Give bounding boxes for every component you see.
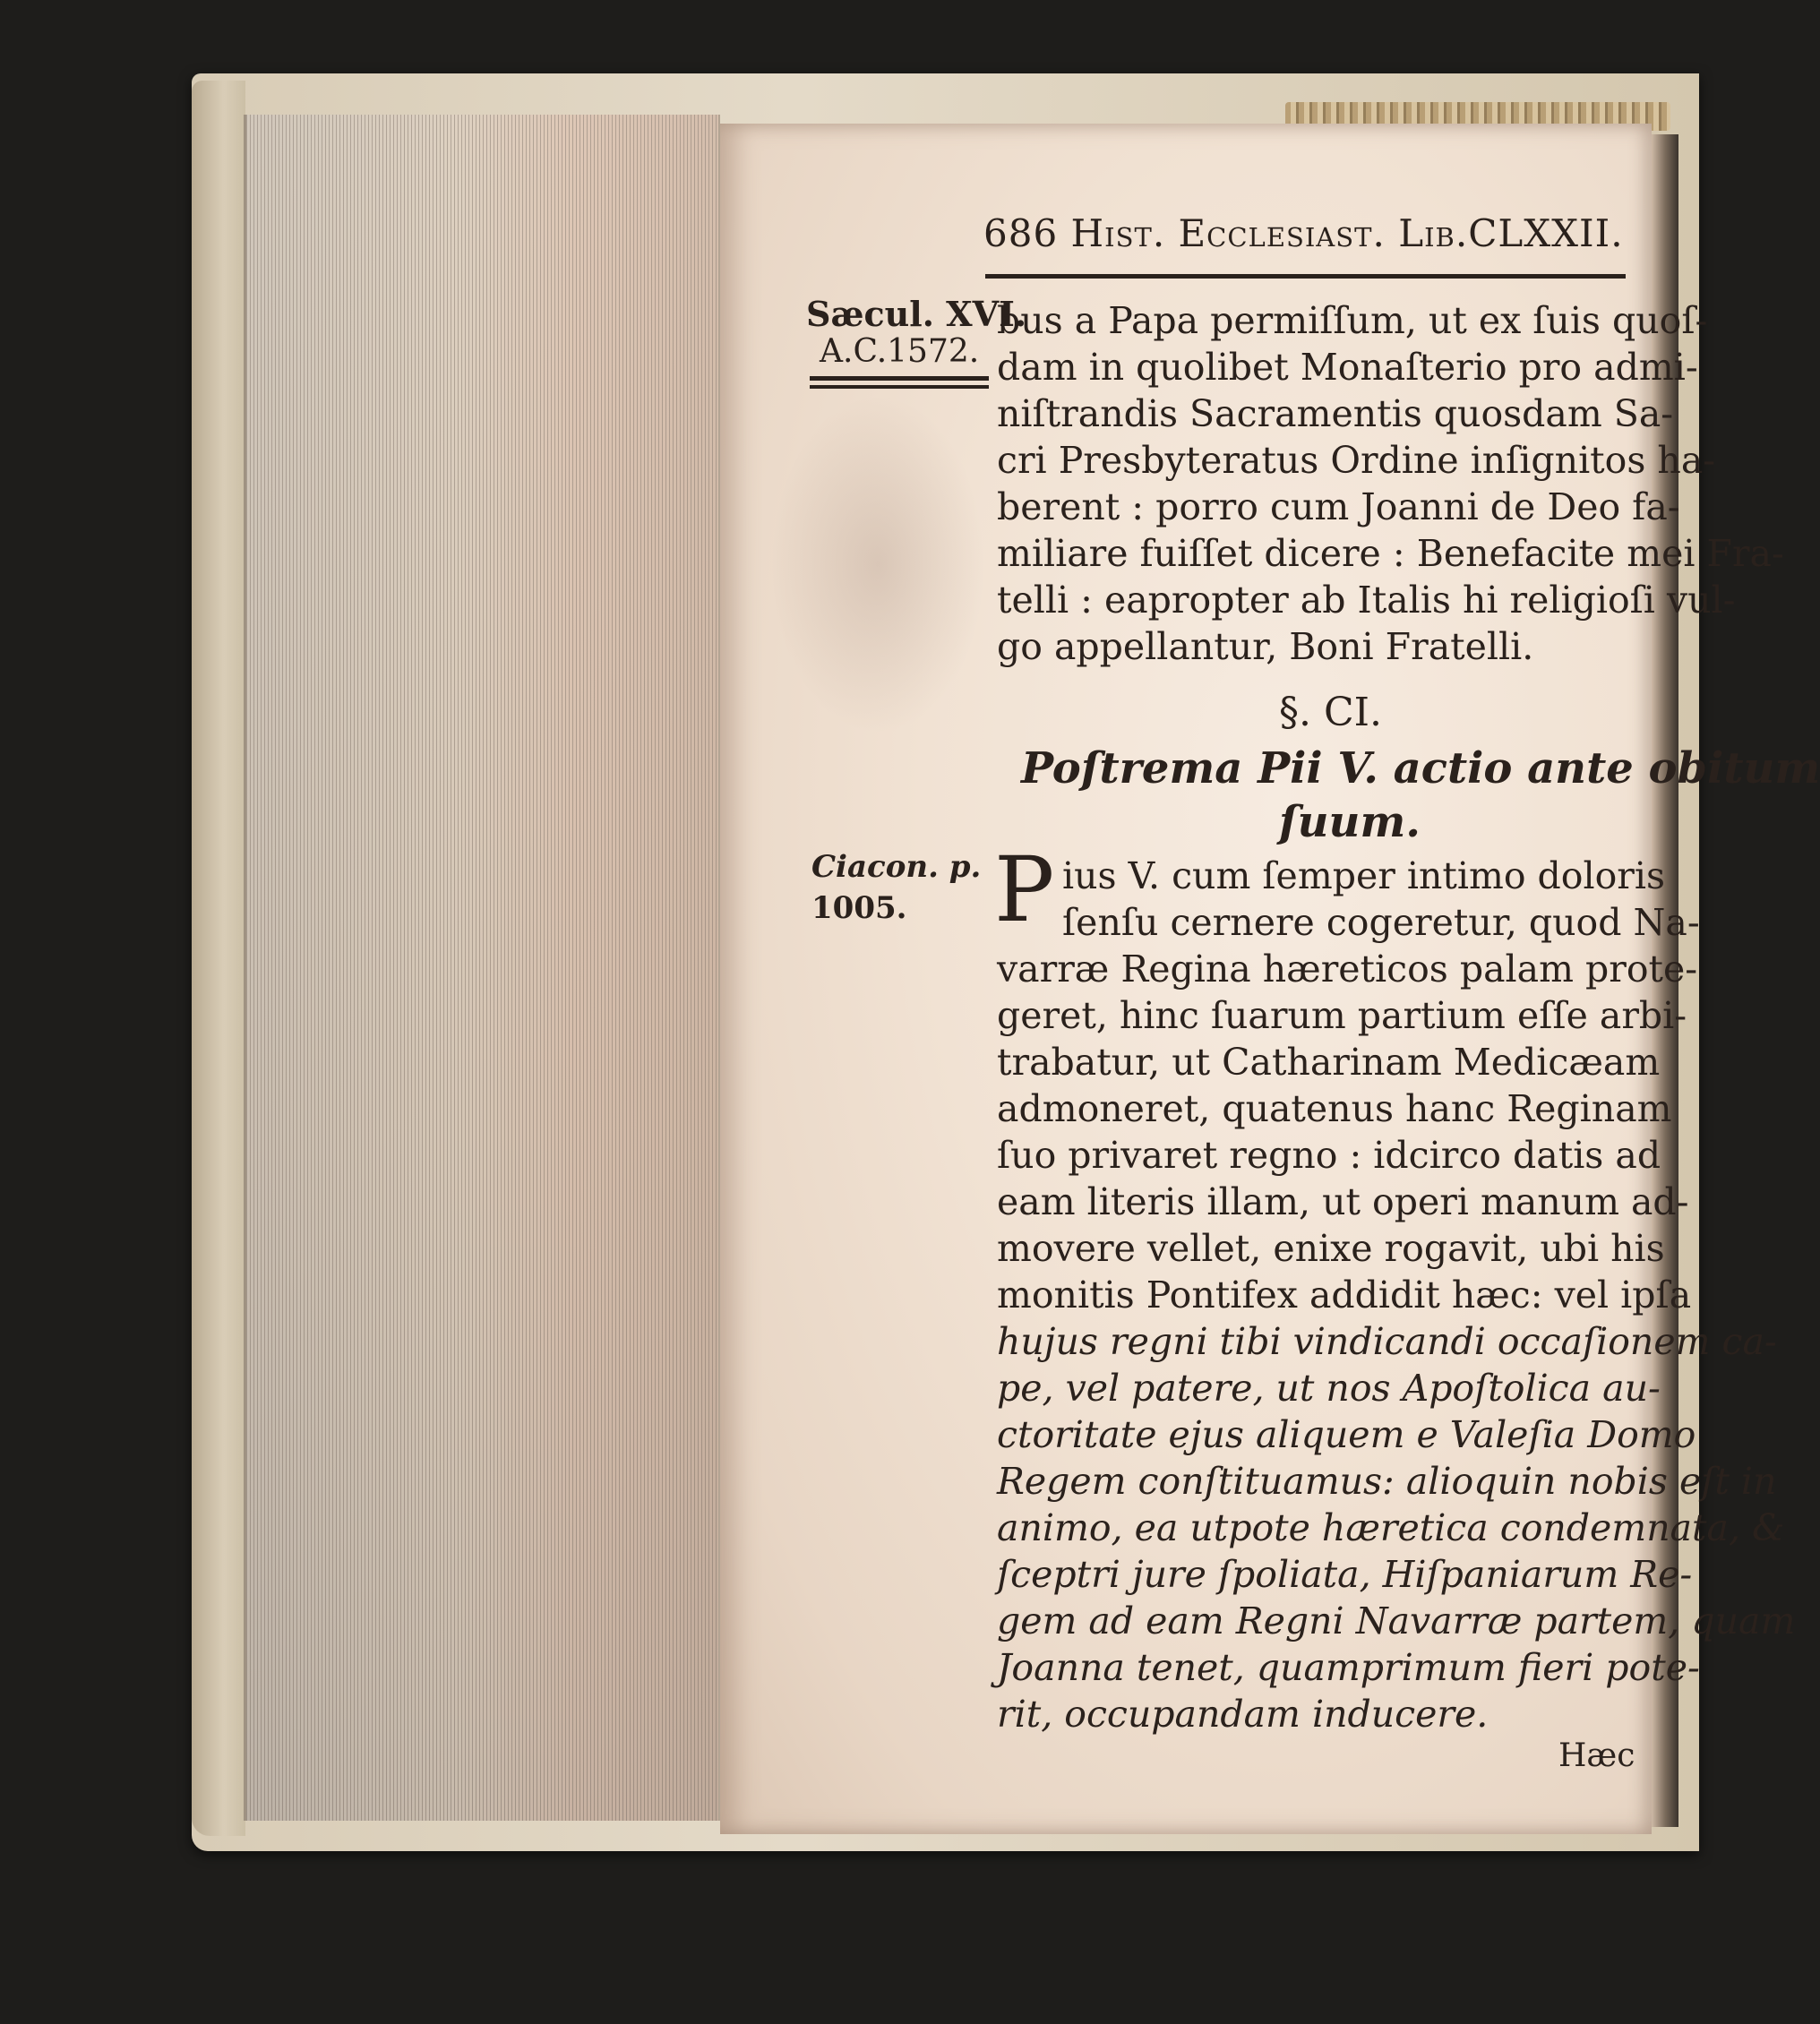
margin-year: A.C.1572.	[820, 333, 980, 370]
page-fore-edge	[244, 115, 720, 1821]
text-line: admoneret, quatenus hanc Reginam	[997, 1087, 1672, 1130]
text-line: varræ Regina hæreticos palam prote-	[997, 948, 1698, 991]
text-line: bus a Papa permiſſum, ut ex ſuis quoſ-	[997, 299, 1708, 342]
text-line: cri Presbyteratus Ordine inſignitos ha-	[997, 439, 1716, 482]
text-line: ſenſu cernere cogeretur, quod Na-	[1062, 901, 1700, 944]
text-line: trabatur, ut Catharinam Medicæam	[997, 1041, 1661, 1084]
italic-text-line: gem ad eam Regni Navarræ partem, quam	[997, 1599, 1796, 1642]
text-line: niſtrandis Sacramentis quosdam Sa-	[997, 392, 1674, 435]
italic-text-line: ctoritate ejus aliquem e Valeſia Domo	[997, 1413, 1696, 1456]
header-rule	[985, 274, 1626, 279]
text-line: eam literis illam, ut operi manum ad-	[997, 1180, 1689, 1223]
italic-text-line: hujus regni tibi vindicandi occaſionem ca-	[997, 1320, 1777, 1363]
italic-text-line: Joanna tenet, quamprimum fieri pote-	[997, 1646, 1700, 1689]
italic-text-line: pe, vel patere, ut nos Apoſtolica au-	[997, 1367, 1661, 1410]
margin-century: Sæcul. XVI.	[806, 294, 1027, 334]
catchword: Hæc	[1558, 1737, 1635, 1774]
book-number: Lib.CLXXII.	[1398, 211, 1624, 255]
section-title-continued: ſuum.	[1279, 797, 1421, 847]
running-head	[983, 211, 1624, 255]
italic-text-line: animo, ea utpote hæretica condemnata, &	[997, 1506, 1785, 1549]
page-number: 686	[983, 211, 1059, 255]
text-line: dam in quolibet Monaſterio pro admi-	[997, 346, 1698, 389]
margin-rule	[810, 376, 989, 389]
italic-text-line: rit, occupandam inducere.	[997, 1693, 1489, 1736]
text-line: go appellantur, Boni Fratelli.	[997, 625, 1534, 668]
running-title: Hist. Ecclesiast.	[1070, 211, 1386, 255]
section-number: §. CI.	[1279, 690, 1383, 735]
text-line: monitis Pontifex addidit hæc: vel ipſa	[997, 1274, 1692, 1316]
text-line: telli : eapropter ab Italis hi religioſi vul-	[997, 579, 1736, 622]
italic-text-line: ſceptri jure ſpoliata, Hiſpaniarum Re-	[997, 1553, 1693, 1596]
text-line: ius V. cum ſemper intimo doloris	[1062, 854, 1666, 897]
italic-text-line: Regem conſtituamus: alioquin nobis eſt in	[997, 1460, 1777, 1503]
margin-reference: Ciacon. p.	[811, 849, 982, 885]
cover-edge	[192, 81, 245, 1836]
text-line: movere vellet, enixe rogavit, ubi his	[997, 1227, 1665, 1270]
margin-reference-page: 1005.	[811, 890, 907, 926]
text-line: berent : porro cum Joanni de Deo fa-	[997, 485, 1680, 528]
text-line: ſuo privaret regno : idcirco datis ad	[997, 1134, 1661, 1177]
text-line: miliare fuiſſet dicere : Benefacite mei Fra-	[997, 532, 1784, 575]
drop-cap: P	[994, 837, 1055, 942]
text-line: geret, hinc ſuarum partium eſſe arbi-	[997, 994, 1687, 1037]
section-title: Poſtrema Pii V. actio ante obitum	[1021, 743, 1820, 793]
show-through-stain	[770, 394, 985, 734]
